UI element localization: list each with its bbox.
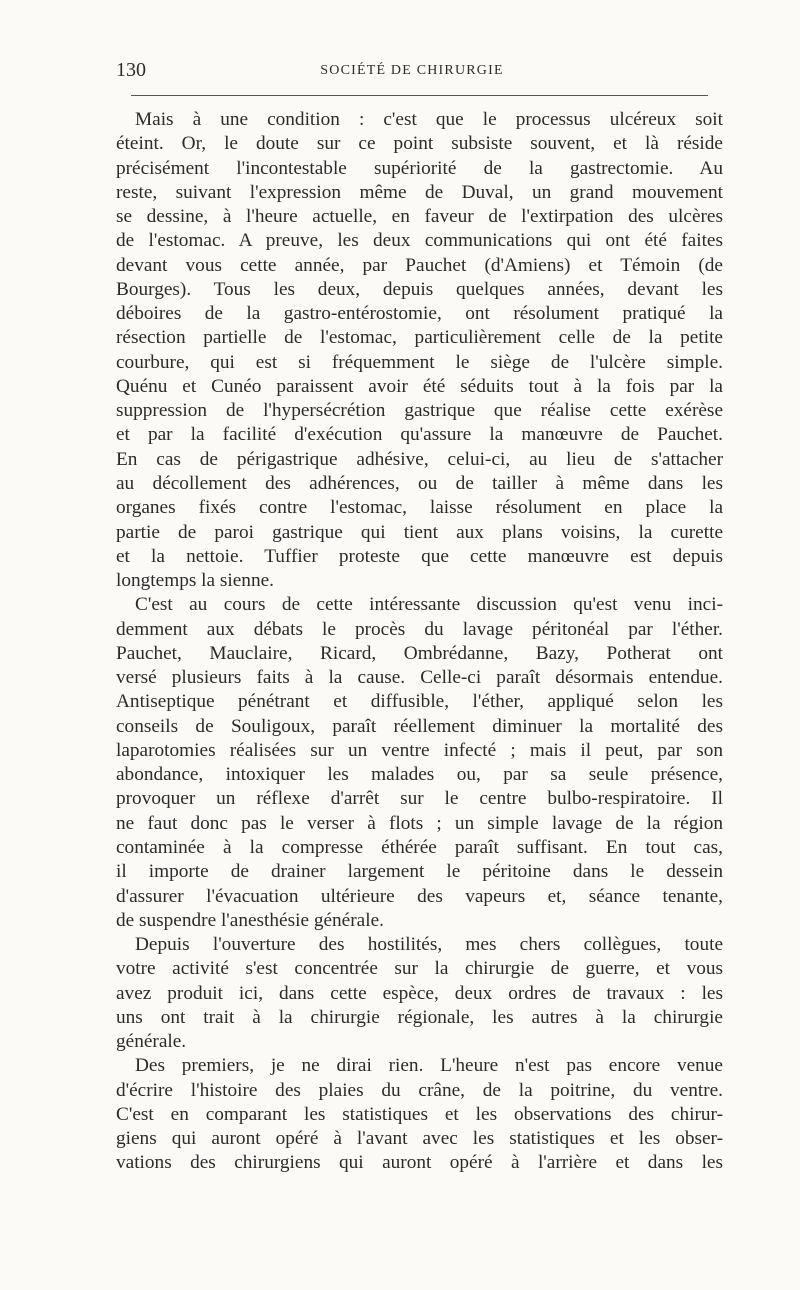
text-line: Pauchet, Mauclaire, Ricard, Ombrédanne, Bazy, Potherat ont — [116, 642, 723, 664]
text-line: courbure, qui est si fréquemment le siège de l'ulcère simple. — [116, 351, 723, 373]
text-line: déboires de la gastro-entérostomie, ont résolument pratiqué la — [116, 303, 723, 325]
text-line: il importe de drainer largement le péritoine dans le dessein — [116, 861, 723, 883]
text-line: se dessine, à l'heure actuelle, en faveur de l'extirpation des ulcères — [116, 206, 723, 228]
text-line: conseils de Souligoux, paraît réellement diminuer la mortalité des — [116, 715, 723, 737]
text-line: de l'estomac. A preuve, les deux communications qui ont été faites — [116, 230, 723, 252]
text-line: giens qui auront opéré à l'avant avec les statistiques et les obser- — [116, 1128, 723, 1150]
text-line: reste, suivant l'expression même de Duval, un grand mouvement — [116, 181, 723, 203]
text-line: devant vous cette année, par Pauchet (d'Amiens) et Témoin (de — [116, 254, 723, 276]
text-line: partie de paroi gastrique qui tient aux plans voisins, la curette — [116, 521, 723, 543]
text-line: uns ont trait à la chirurgie régionale, les autres à la chirurgie — [116, 1006, 723, 1028]
page-header — [116, 58, 708, 82]
text-line: laparotomies réalisées sur un ventre infecté ; mais il peut, par son — [116, 739, 723, 761]
text-line: de suspendre l'anesthésie générale. — [116, 909, 384, 931]
text-line: votre activité s'est concentrée sur la chirurgie de guerre, et vous — [116, 958, 723, 980]
body-text — [116, 108, 723, 1176]
header-rule — [131, 95, 708, 96]
text-line: Des premiers, je ne dirai rien. L'heure n'est pas encore venue — [135, 1055, 723, 1077]
text-line: C'est au cours de cette intéressante discussion qu'est venu inci- — [135, 594, 723, 616]
text-line: au décollement des adhérences, ou de tailler à même dans les — [116, 472, 723, 494]
text-line: avez produit ici, dans cette espèce, deux ordres de travaux : les — [116, 982, 723, 1004]
text-line: et la nettoie. Tuffier proteste que cette manœuvre est depuis — [116, 545, 723, 567]
text-line: vations des chirurgiens qui auront opéré à l'arrière et dans les — [116, 1152, 723, 1174]
text-line: ne faut donc pas le verser à flots ; un simple lavage de la région — [116, 812, 723, 834]
text-line: Antiseptique pénétrant et diffusible, l'éther, appliqué selon les — [116, 691, 723, 713]
running-head: SOCIÉTÉ DE CHIRURGIE — [320, 63, 504, 78]
text-line: contaminée à la compresse éthérée paraît suffisant. En tout cas, — [116, 836, 723, 858]
text-line: Depuis l'ouverture des hostilités, mes chers collègues, toute — [135, 934, 723, 956]
text-line: suppression de l'hypersécrétion gastrique que réalise cette exérèse — [116, 400, 723, 422]
text-line: provoquer un réflexe d'arrêt sur le centre bulbo-respiratoire. Il — [116, 788, 723, 810]
text-line: éteint. Or, le doute sur ce point subsiste souvent, et là réside — [116, 133, 723, 155]
text-line: d'assurer l'évacuation ultérieure des vapeurs et, séance tenante, — [116, 885, 723, 907]
text-line: En cas de périgastrique adhésive, celui-ci, au lieu de s'attacher — [116, 448, 723, 470]
text-line: précisément l'incontestable supériorité de la gastrectomie. Au — [116, 157, 723, 179]
text-line: générale. — [116, 1031, 187, 1053]
page-number: 130 — [116, 59, 146, 81]
text-line: versé plusieurs faits à la cause. Celle-ci paraît désormais entendue. — [116, 667, 723, 689]
text-line: demment aux débats le procès du lavage péritonéal par l'éther. — [116, 618, 723, 640]
text-line: C'est en comparant les statistiques et les observations des chirur- — [116, 1103, 723, 1125]
text-line: d'écrire l'histoire des plaies du crâne, de la poitrine, du ventre. — [116, 1079, 723, 1101]
text-line: longtemps la sienne. — [116, 570, 274, 592]
text-line: Mais à une condition : c'est que le processus ulcéreux soit — [135, 109, 723, 130]
text-line: abondance, intoxiquer les malades ou, par sa seule présence, — [116, 764, 723, 786]
text-line: organes fixés contre l'estomac, laisse résolument en place la — [116, 497, 723, 519]
text-line: Bourges). Tous les deux, depuis quelques années, devant les — [116, 278, 723, 300]
text-line: Quénu et Cunéo paraissent avoir été séduits tout à la fois par la — [116, 375, 723, 397]
text-line: et par la facilité d'exécution qu'assure la manœuvre de Pauchet. — [116, 424, 723, 446]
text-line: résection partielle de l'estomac, particulièrement celle de la petite — [116, 327, 723, 349]
